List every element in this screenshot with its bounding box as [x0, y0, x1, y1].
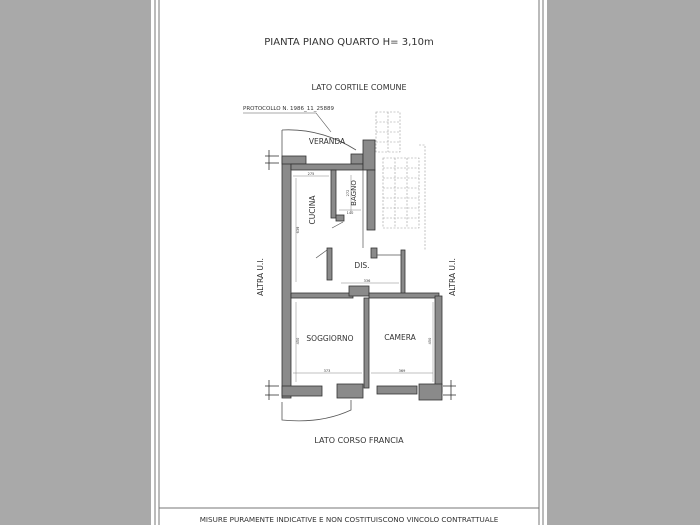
drawing-sheet: [151, 0, 547, 525]
sheet-border: [155, 0, 543, 525]
side-label-bottom: LATO CORSO FRANCIA: [314, 436, 404, 445]
section-marks: [265, 150, 456, 400]
side-label-right: ALTRA U.I.: [448, 258, 457, 296]
protocol-label: PROTOCOLLO N. 1986_11_25889: [243, 106, 334, 112]
dim-dis-width: 336: [363, 279, 371, 283]
walls: [282, 140, 442, 400]
floor-plan: [151, 0, 547, 525]
stair-grid: [376, 112, 425, 250]
room-label-camera: CAMERA: [384, 333, 416, 342]
dim-soggiorno-width: 373: [323, 369, 331, 373]
side-label-top: LATO CORTILE COMUNE: [311, 83, 407, 92]
room-label-dis: DIS.: [354, 261, 370, 270]
dim-cucina-width: 275: [307, 172, 315, 176]
disclaimer-footer: MISURE PURAMENTE INDICATIVE E NON COSTITUISCONO VINCOLO CONTRATTUALE: [199, 515, 499, 524]
protocol-leader: [243, 113, 331, 132]
room-label-veranda: VERANDA: [308, 137, 346, 146]
dim-soggiorno-height: 450: [296, 337, 300, 345]
dim-bagno-height: 272: [346, 189, 350, 197]
page-title: PIANTA PIANO QUARTO H= 3,10m: [264, 37, 434, 48]
room-label-bagno: BAGNO: [350, 180, 358, 206]
side-label-left: ALTRA U.I.: [256, 258, 265, 296]
dim-camera-width: 369: [398, 369, 406, 373]
dim-cucina-height: 639: [296, 226, 300, 234]
room-label-cucina: CUCINA: [308, 195, 317, 225]
dim-bagno-width: 140: [346, 211, 354, 215]
dim-camera-height: 450: [428, 337, 432, 345]
room-label-soggiorno: SOGGIORNO: [306, 334, 354, 343]
balconies: [282, 130, 356, 421]
interior-lines: [291, 170, 401, 293]
